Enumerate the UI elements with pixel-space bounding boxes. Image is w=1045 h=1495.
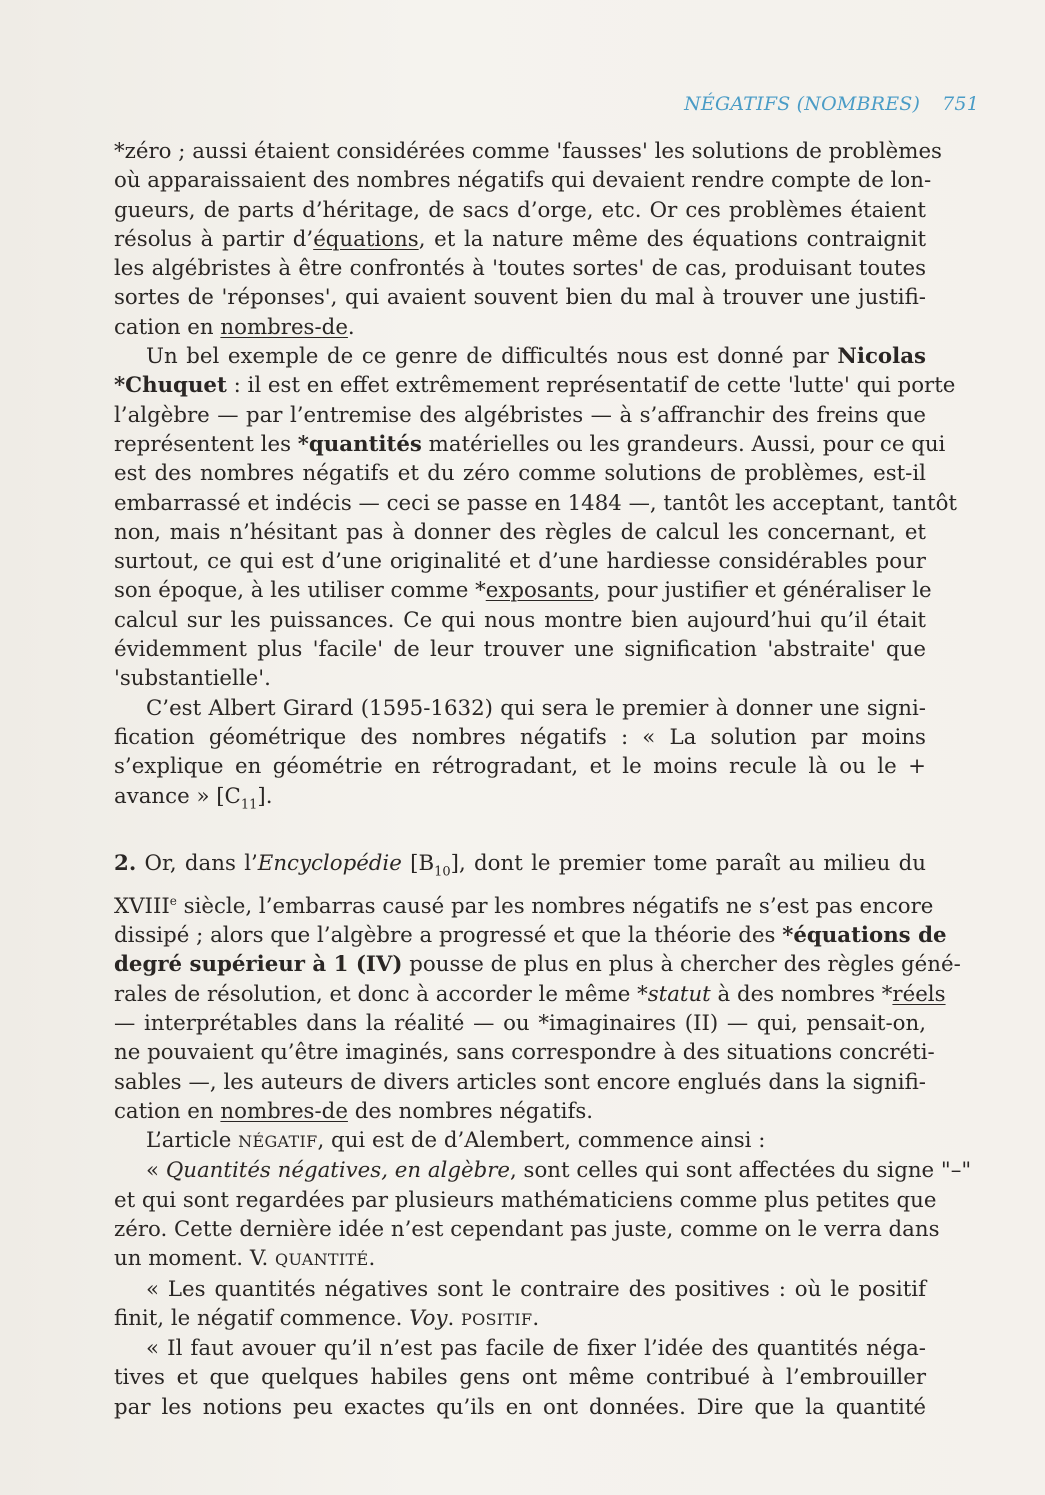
paragraph-3 xyxy=(114,694,926,819)
cross-reference-link[interactable]: équations xyxy=(313,226,419,252)
text-line: représentent les *quantités matérielles ou les grandeurs. Aussi, pour ce qui xyxy=(114,431,946,457)
text-line: résolus à partir d’équations, et la nature même des équations contraignit xyxy=(114,226,926,252)
paragraph-2 xyxy=(114,342,957,694)
text-line: avance » $[C_{11}]$. xyxy=(114,783,273,812)
text-line: ne pouvaient qu’être imaginés, sans correspondre à des situations concréti- xyxy=(114,1040,935,1066)
text-line: son époque, à les utiliser comme *exposants, pour justifier et généraliser le xyxy=(114,578,932,604)
text-line: par les notions peu exactes qu’ils en ont données. Dire que la quantité xyxy=(114,1394,926,1420)
page-number: 751 xyxy=(942,93,979,115)
text-line: non, mais n’hésitant pas à donner des règles de calcul les concernant, et xyxy=(114,519,926,545)
text-line: cation en nombres-de. xyxy=(114,314,355,340)
text-line: un moment. V. QUANTITÉ. xyxy=(114,1246,376,1272)
running-header xyxy=(684,93,979,115)
text-line: dissipé ; alors que l’algèbre a progressé et que la théorie des *équations de xyxy=(114,923,947,949)
paragraph-4 xyxy=(114,849,961,1126)
cross-reference-link[interactable]: exposants xyxy=(485,578,594,604)
paragraph-5 xyxy=(114,1126,926,1156)
cross-reference-link[interactable]: réels xyxy=(892,981,946,1007)
text-line: rales de résolution, et donc à accorder le même *statut à des nombres *réels xyxy=(114,981,946,1007)
section-number: 2. xyxy=(114,851,137,877)
text-line: est des nombres négatifs et du zéro comme solutions de problèmes, est-il xyxy=(114,461,926,487)
text-line: où apparaissaient des nombres négatifs qui devaient rendre compte de lon- xyxy=(114,168,932,194)
paragraph-1 xyxy=(114,137,942,342)
text-line: sortes de 'réponses', qui avaient souvent bien du mal à trouver une justifi- xyxy=(114,285,926,311)
cross-reference-link[interactable]: nombres-de xyxy=(220,314,348,340)
text-line: les algébristes à être confrontés à 'toutes sortes' de cas, produisant toutes xyxy=(114,256,926,282)
header-title: NÉGATIFS (NOMBRES) xyxy=(684,93,921,115)
text-line: évidemment plus 'facile' de leur trouver une signification 'abstraite' que xyxy=(114,637,926,663)
paragraph-8 xyxy=(114,1334,926,1422)
text-line: 2. Or, dans l’Encyclopédie $[B_{10}]$, dont le premier tome paraît au milieu du xyxy=(114,851,926,880)
text-line: s’explique en géométrie en rétrogradant, et le moins recule là ou le + xyxy=(114,754,926,780)
text-line: cation en nombres-de des nombres négatifs. xyxy=(114,1098,594,1124)
text-line: « Il faut avouer qu’il n’est pas facile de fixer l’idée des quantités néga- xyxy=(146,1336,926,1362)
text-line: embarrassé et indécis — ceci se passe en 1484 —, tantôt les acceptant, tantôt xyxy=(114,490,957,516)
text-line: C’est Albert Girard (1595-1632) qui sera le premier à donner une signi- xyxy=(146,695,926,721)
text-line: finit, le négatif commence. Voy. POSITIF. xyxy=(114,1305,540,1331)
text-line: — interprétables dans la réalité — ou *imaginaires (II) — qui, pensait-on, xyxy=(114,1010,926,1036)
text-line: degré supérieur à 1 (IV) pousse de plus en plus à chercher des règles géné- xyxy=(114,952,961,978)
text-line: tives et que quelques habiles gens ont même contribué à l’embrouiller xyxy=(114,1365,926,1391)
cross-reference-link[interactable]: nombres-de xyxy=(220,1098,348,1124)
text-line: l’algèbre — par l’entremise des algébristes — à s’affranchir des freins que xyxy=(114,402,926,428)
text-line: XVIIIe siècle, l’embarras causé par les nombres négatifs ne s’est pas encore xyxy=(114,893,934,919)
text-line: et qui sont regardées par plusieurs mathématiciens comme plus petites que xyxy=(114,1187,937,1213)
text-line: calcul sur les puissances. Ce qui nous montre bien aujourd’hui qu’il était xyxy=(114,607,926,633)
text-line: 'substantielle'. xyxy=(114,666,271,692)
text-line: *Chuquet : il est en effet extrêmement représentatif de cette 'lutte' qui porte xyxy=(114,373,956,399)
text-line: « Les quantités négatives sont le contraire des positives : où le positif xyxy=(146,1276,926,1302)
text-line: sables —, les auteurs de divers articles sont encore englués dans la signifi- xyxy=(114,1069,926,1095)
text-line: fication géométrique des nombres négatifs : « La solution par moins xyxy=(114,724,926,750)
text-line: surtout, ce qui est d’une originalité et d’une hardiesse considérables pour xyxy=(114,549,926,575)
text-line: Un bel exemple de ce genre de difficultés nous est donné par Nicolas xyxy=(146,344,926,370)
text-line: « Quantités négatives, en algèbre, sont celles qui sont affectées du signe "–" xyxy=(146,1158,972,1184)
text-line: gueurs, de parts d’héritage, de sacs d’orge, etc. Or ces problèmes étaient xyxy=(114,197,926,223)
body-text xyxy=(114,137,972,1422)
text-line: L’article NÉGATIF, qui est de d’Alembert, commence ainsi : xyxy=(146,1128,766,1154)
text-line: *zéro ; aussi étaient considérées comme 'fausses' les solutions de problèmes xyxy=(114,139,942,164)
paragraph-7 xyxy=(114,1275,926,1335)
text-line: zéro. Cette dernière idée n’est cependant pas juste, comme on le verra dans xyxy=(114,1216,940,1242)
paragraph-6 xyxy=(114,1156,972,1274)
section-gap xyxy=(114,819,926,849)
